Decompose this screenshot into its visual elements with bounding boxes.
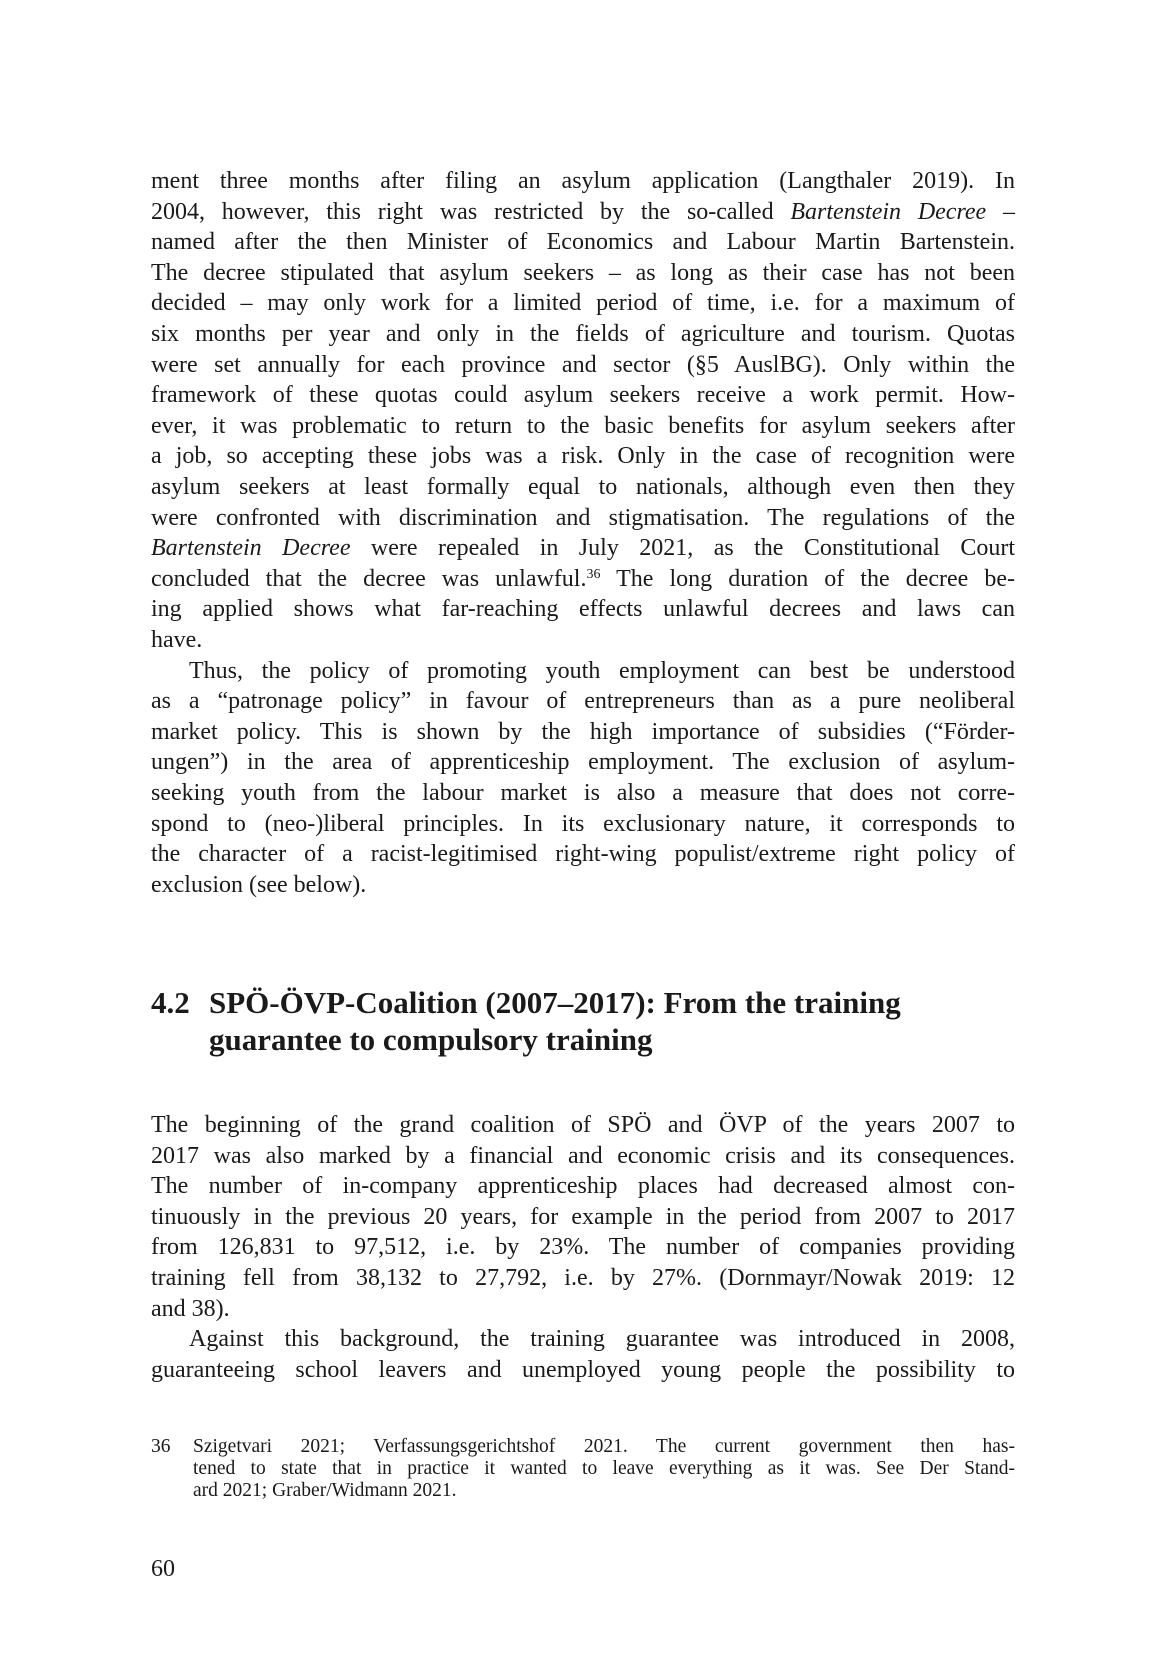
paragraph-3 — [151, 1110, 1015, 1324]
text-line: asylum seekers at least formally equal to nationals, although even then they — [151, 473, 1015, 500]
footnote-line: tened to state that in practice it wanted to leave everything as it was. See Der Stand- — [193, 1458, 1015, 1479]
paragraph-4 — [151, 1324, 1015, 1385]
text-line: named after the then Minister of Economics and Labour Martin Bartenstein. — [151, 229, 1015, 256]
text-line: were set annually for each province and sector (§5 AuslBG). Only within the — [151, 351, 1015, 378]
page-number: 60 — [151, 1556, 175, 1582]
text-line: Against this background, the training guarantee was introduced in 2008, — [189, 1326, 1015, 1353]
text-line: spond to (neo-)liberal principles. In its exclusionary nature, it corresponds to — [151, 810, 1015, 837]
footnote-body — [193, 1436, 1015, 1502]
text-line: and 38). — [151, 1295, 230, 1322]
footnote-line: ard 2021; Graber/Widmann 2021. — [193, 1480, 457, 1501]
text-line: concluded that the decree was unlawful.$^{36}$ The long duration of the decree be- — [151, 565, 1015, 592]
paragraph-2 — [151, 656, 1015, 901]
text-line: the character of a racist-legitimised right-wing populist/extreme right policy of — [151, 841, 1015, 868]
section-title-line: SPÖ-ÖVP-Coalition (2007–2017): From the training — [209, 985, 901, 1020]
text-line: six months per year and only in the fields of agriculture and tourism. Quotas — [151, 320, 1015, 347]
text-line: a job, so accepting these jobs was a risk. Only in the case of recognition were — [151, 443, 1015, 470]
italic-term: Bartenstein Decree — [790, 198, 987, 225]
text-line: framework of these quotas could asylum seekers receive a work permit. How- — [151, 382, 1015, 409]
text-line: The decree stipulated that asylum seekers – as long as their case has not been — [151, 259, 1015, 286]
text-line: ungen”) in the area of apprenticeship employment. The exclusion of asylum- — [151, 749, 1015, 776]
footnote-number: 36 — [151, 1436, 171, 1457]
section-number: 4.2 — [151, 985, 190, 1020]
paragraph-1 — [151, 166, 1015, 656]
text-line: market policy. This is shown by the high importance of subsidies (“Förder- — [151, 718, 1015, 745]
text-line: decided – may only work for a limited period of time, i.e. for a maximum of — [151, 290, 1015, 317]
text-line: were confronted with discrimination and stigmatisation. The regulations of the — [151, 504, 1015, 531]
section-title — [209, 984, 1015, 1058]
text-line: ing applied shows what far-reaching effects unlawful decrees and laws can — [151, 596, 1015, 623]
footnote — [151, 1436, 1015, 1502]
text-line: seeking youth from the labour market is also a measure that does not corre- — [151, 779, 1015, 806]
section-heading — [151, 984, 1015, 1058]
text-line: tinuously in the previous 20 years, for example in the period from 2007 to 2017 — [151, 1203, 1015, 1230]
text-line: training fell from 38,132 to 27,792, i.e. by 27%. (Dornmayr/Nowak 2019: 12 — [151, 1264, 1015, 1291]
text-line: 2004, however, this right was restricted by the so-called Bartenstein Decree – — [151, 198, 1016, 225]
text-line: ever, it was problematic to return to the basic benefits for asylum seekers after — [151, 412, 1015, 439]
italic-term: Bartenstein Decree — [151, 535, 351, 562]
text-line: Bartenstein Decree were repealed in July 2021, as the Constitutional Court — [151, 535, 1015, 562]
text-line: from 126,831 to 97,512, i.e. by 23%. The number of companies providing — [151, 1234, 1015, 1261]
text-line: as a “patronage policy” in favour of entrepreneurs than as a pure neoliberal — [151, 688, 1015, 715]
section-title-line: guarantee to compulsory training — [209, 1022, 653, 1057]
text-line: 2017 was also marked by a financial and economic crisis and its consequences. — [151, 1142, 1015, 1169]
text-line: guaranteeing school leavers and unemployed young people the possibility to — [151, 1356, 1015, 1383]
footnote-reference[interactable]: 36 — [586, 566, 601, 582]
text-line: Thus, the policy of promoting youth employment can best be understood — [189, 657, 1015, 684]
text-line: exclusion (see below). — [151, 871, 367, 898]
text-line: The beginning of the grand coalition of SPÖ and ÖVP of the years 2007 to — [151, 1112, 1015, 1138]
text-line: ment three months after filing an asylum application (Langthaler 2019). In — [151, 168, 1015, 194]
text-line: The number of in-company apprenticeship places had decreased almost con- — [151, 1173, 1015, 1200]
text-line: have. — [151, 626, 203, 653]
footnote-line: Szigetvari 2021; Verfassungsgerichtshof 2021. The current government then has- — [193, 1436, 1015, 1457]
